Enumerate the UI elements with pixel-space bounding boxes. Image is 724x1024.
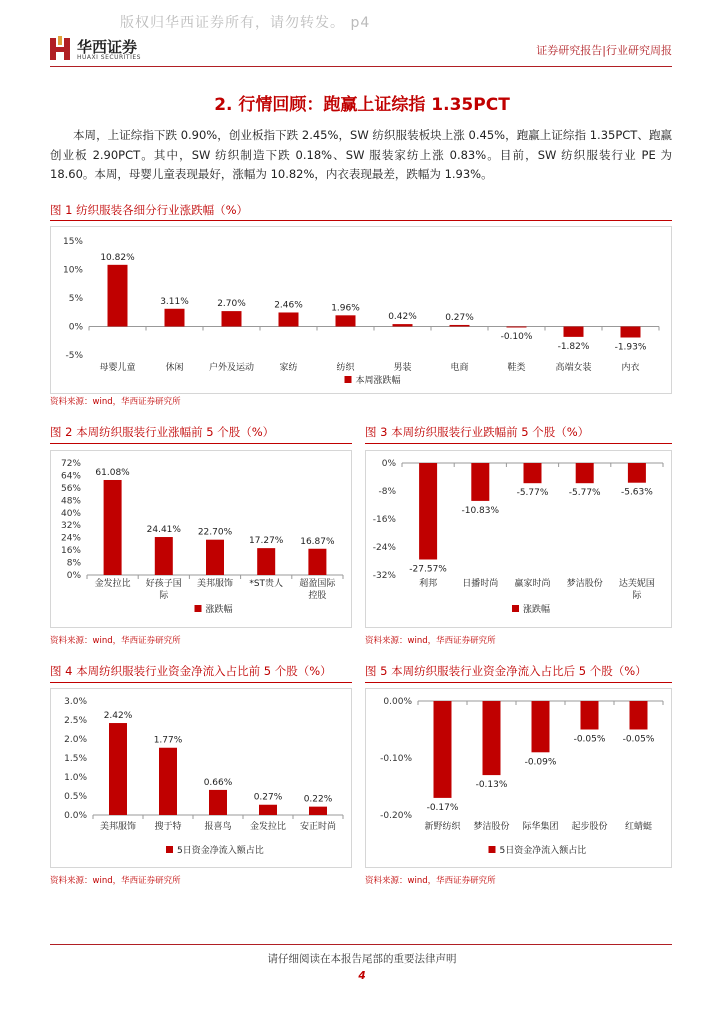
fig2-ytick-label: 40% xyxy=(60,508,81,519)
fig3-frame xyxy=(365,450,672,628)
fig2-category-label: 控股 xyxy=(308,591,327,601)
fig4-ytick-label: 1.5% xyxy=(64,754,87,764)
fig2-ytick-label: 56% xyxy=(60,483,81,494)
fig2-data-label: 16.87% xyxy=(300,536,335,547)
fig1-data-label: 0.42% xyxy=(388,312,417,323)
fig1-ytick-label: -5% xyxy=(65,351,83,361)
fig5-frame xyxy=(365,688,672,868)
fig3-bar xyxy=(419,463,437,559)
fig3-category-label: 赢家时尚 xyxy=(514,579,551,589)
fig1-legend-swatch xyxy=(345,376,352,383)
fig4-bar-chart xyxy=(51,689,351,867)
fig1-data-label: -1.93% xyxy=(614,342,647,353)
fig2-data-label: 61.08% xyxy=(95,467,130,478)
fig4-data-label: 0.66% xyxy=(203,777,233,788)
fig2-category-label: 超盈国际 xyxy=(299,579,336,589)
fig1-bar xyxy=(450,325,470,327)
fig3-data-label: -5.77% xyxy=(568,488,601,499)
fig3-bar xyxy=(576,463,594,483)
fig4-category-label: 报喜鸟 xyxy=(204,822,232,832)
fig1-category-label: 休闲 xyxy=(165,363,184,373)
fig5-ytick-label: 0.00% xyxy=(383,697,412,707)
fig1-data-label: -0.10% xyxy=(500,332,533,343)
fig1-data-label: 2.46% xyxy=(274,300,303,311)
fig2-data-label: 24.41% xyxy=(146,525,181,536)
fig5-bar-chart xyxy=(366,689,671,867)
fig2-data-label: 22.70% xyxy=(197,527,233,538)
fig1-bar xyxy=(336,315,356,326)
fig3-data-label: -5.63% xyxy=(620,487,653,498)
fig4-source: 资料来源：wind，华西证券研究所 xyxy=(50,876,181,886)
fig2-ytick-label: 48% xyxy=(60,496,81,507)
fig1-title: 图 1 纺织服装各细分行业涨跌幅（%） xyxy=(50,203,249,217)
fig2-bar xyxy=(308,549,326,575)
summary-paragraph: 本周，上证综指下跌 0.90%，创业板指下跌 2.45%，SW 纺织服装板块上涨 0.45%，跑赢上证综指 1.35PCT、跑赢创业板 2.90PCT。其中，SW 纺织制造下跌 0.18%、SW 服装家纺上涨 0.83%。目前，SW 纺织服装行业 PE 为 18.60。本周，母婴儿童表现最好，涨幅为 10.82%，内衣表现最差，跌幅为 1.93%。 xyxy=(50,128,672,181)
fig4-data-label: 1.77% xyxy=(153,735,183,746)
fig2-ytick-label: 32% xyxy=(60,521,81,532)
fig3-source: 资料来源：wind，华西证券研究所 xyxy=(365,636,496,646)
fig5-category-label: 新野纺织 xyxy=(424,822,461,832)
logo-chinese-name: 华西证券 xyxy=(77,38,138,56)
fig2-data-label: 17.27% xyxy=(249,536,284,547)
fig5-source: 资料来源：wind，华西证券研究所 xyxy=(365,876,496,886)
fig4-frame xyxy=(50,688,352,868)
fig2-bar-chart xyxy=(51,451,351,627)
fig4-data-label: 0.22% xyxy=(303,794,333,805)
fig5-title-rule xyxy=(365,682,672,683)
fig1-data-label: -1.82% xyxy=(557,341,590,352)
fig2-bar xyxy=(155,537,173,575)
footer-disclaimer: 请仔细阅读在本报告尾部的重要法律声明 xyxy=(267,953,457,965)
fig5-data-label: -0.05% xyxy=(622,734,655,745)
fig4-bar xyxy=(259,805,277,815)
fig1-category-label: 高端女装 xyxy=(555,363,592,373)
fig2-legend-swatch xyxy=(195,605,202,612)
fig1-ytick-label: 10% xyxy=(62,265,83,276)
fig5-category-label: 红蜻蜓 xyxy=(624,822,653,832)
fig3-title-rule xyxy=(365,443,672,444)
fig3-bar xyxy=(471,463,489,501)
fig5-bar xyxy=(483,701,501,775)
fig4-ytick-label: 2.0% xyxy=(64,735,87,745)
fig1-ytick-label: 0% xyxy=(68,322,83,333)
fig2-category-label: 际 xyxy=(159,591,169,601)
fig4-bar xyxy=(109,723,127,815)
fig1-data-label: 10.82% xyxy=(100,252,135,263)
fig3-data-label: -5.77% xyxy=(516,488,549,499)
fig5-data-label: -0.05% xyxy=(573,734,606,745)
logo-english-name: HUAXI SECURITIES xyxy=(77,54,141,61)
fig1-ytick-label: 15% xyxy=(62,237,83,247)
fig1-data-label: 3.11% xyxy=(160,296,189,307)
fig3-ytick-label: 0% xyxy=(381,459,396,469)
fig1-bar xyxy=(393,324,413,326)
fig1-ytick-label: 5% xyxy=(68,294,83,304)
fig4-title-rule xyxy=(50,682,352,683)
fig4-ytick-label: 3.0% xyxy=(64,697,87,707)
fig1-bar xyxy=(222,311,242,326)
fig2-category-label: *ST贵人 xyxy=(249,579,284,589)
fig5-bar xyxy=(581,701,599,730)
fig2-category-label: 美邦服饰 xyxy=(196,579,234,589)
fig3-legend-swatch xyxy=(512,605,519,612)
page-number: 4 xyxy=(358,970,366,982)
fig1-title-rule xyxy=(50,220,672,221)
fig4-bar xyxy=(209,790,227,815)
fig5-ytick-label: -0.10% xyxy=(380,754,412,764)
huaxi-logo-icon xyxy=(50,36,70,62)
fig4-category-label: 美邦服饰 xyxy=(99,822,137,832)
fig4-bar xyxy=(309,807,327,815)
fig4-category-label: 安正时尚 xyxy=(299,822,337,832)
fig2-ytick-label: 0% xyxy=(66,571,81,581)
fig2-ytick-label: 8% xyxy=(66,558,81,569)
fig1-category-label: 鞋类 xyxy=(507,363,526,373)
fig2-category-label: 金发拉比 xyxy=(94,579,131,589)
fig5-legend-swatch xyxy=(489,846,496,853)
fig3-ytick-label: -32% xyxy=(372,571,396,581)
fig1-source: 资料来源：wind，华西证券研究所 xyxy=(50,397,181,407)
fig2-legend-label: 涨跌幅 xyxy=(205,605,233,615)
fig1-category-label: 内衣 xyxy=(621,363,640,373)
fig5-bar xyxy=(532,701,550,752)
fig3-data-label: -10.83% xyxy=(461,505,500,516)
fig3-ytick-label: -16% xyxy=(372,515,396,525)
fig2-bar xyxy=(206,540,224,575)
fig1-legend-label: 本周涨跌幅 xyxy=(355,376,401,386)
fig1-bar xyxy=(564,327,584,337)
fig1-category-label: 男装 xyxy=(393,363,412,373)
fig5-title: 图 5 本周纺织服装行业资金净流入占比后 5 个股（%） xyxy=(365,664,647,678)
fig5-category-label: 起步股份 xyxy=(571,822,608,832)
fig3-category-label: 利邦 xyxy=(419,579,438,589)
fig1-data-label: 2.70% xyxy=(217,299,246,310)
watermark-text: 版权归华西证券所有，请勿转发。 p4 xyxy=(120,15,371,31)
fig5-bar xyxy=(630,701,648,730)
fig1-frame xyxy=(50,226,672,394)
fig2-ytick-label: 64% xyxy=(60,471,81,482)
fig1-bar xyxy=(507,327,527,328)
fig4-category-label: 搜于特 xyxy=(154,822,182,832)
fig3-bar xyxy=(524,463,542,483)
fig3-category-label: 际 xyxy=(632,591,642,601)
fig3-data-label: -27.57% xyxy=(409,564,447,575)
fig4-data-label: 2.42% xyxy=(103,711,133,722)
fig2-frame xyxy=(50,450,352,628)
fig4-legend-swatch xyxy=(166,846,173,853)
fig1-data-label: 0.27% xyxy=(445,312,474,323)
footer-divider xyxy=(50,944,672,945)
fig5-category-label: 际华集团 xyxy=(522,822,559,832)
fig4-title: 图 4 本周纺织服装行业资金净流入占比前 5 个股（%） xyxy=(50,664,332,678)
fig5-bar xyxy=(434,701,452,798)
fig1-category-label: 电商 xyxy=(450,363,469,373)
fig5-data-label: -0.17% xyxy=(426,802,459,813)
fig5-data-label: -0.09% xyxy=(524,757,557,768)
fig4-legend-label: 5日资金净流入额占比 xyxy=(177,846,264,856)
fig5-data-label: -0.13% xyxy=(475,780,508,791)
fig1-bar-chart xyxy=(51,227,671,393)
fig4-ytick-label: 2.5% xyxy=(64,716,87,726)
fig2-title-rule xyxy=(50,443,352,444)
fig5-legend-label: 5日资金净流入额占比 xyxy=(499,846,587,856)
company-logo xyxy=(50,36,160,64)
fig4-ytick-label: 0.0% xyxy=(64,811,87,821)
fig5-category-label: 梦洁股份 xyxy=(473,822,510,832)
fig1-category-label: 户外及运动 xyxy=(208,363,255,373)
fig2-ytick-label: 16% xyxy=(60,546,81,557)
fig4-ytick-label: 0.5% xyxy=(64,792,87,802)
fig3-ytick-label: -24% xyxy=(372,543,396,553)
fig1-data-label: 1.96% xyxy=(331,303,360,314)
header-divider xyxy=(50,66,672,67)
fig2-ytick-label: 72% xyxy=(60,459,81,469)
fig1-category-label: 母婴儿童 xyxy=(99,363,136,373)
fig1-category-label: 家纺 xyxy=(279,363,298,373)
fig3-legend-label: 涨跌幅 xyxy=(523,605,551,615)
fig2-title: 图 2 本周纺织服装行业涨幅前 5 个股（%） xyxy=(50,425,275,439)
fig1-bar xyxy=(279,312,299,326)
fig2-bar xyxy=(104,480,122,575)
fig3-bar xyxy=(628,463,646,483)
fig2-category-label: 好孩子国 xyxy=(145,579,182,589)
fig3-bar-chart xyxy=(366,451,671,627)
fig4-bar xyxy=(159,748,177,815)
fig2-source: 资料来源：wind，华西证券研究所 xyxy=(50,636,181,646)
fig1-category-label: 纺织 xyxy=(336,363,355,373)
fig3-category-label: 日播时尚 xyxy=(462,579,499,589)
report-type-label: 证券研究报告|行业研究周报 xyxy=(536,44,672,57)
fig1-bar xyxy=(621,327,641,338)
fig5-ytick-label: -0.20% xyxy=(380,811,412,821)
fig4-ytick-label: 1.0% xyxy=(64,773,87,783)
section-title: 2. 行情回顾：跑赢上证综指 1.35PCT xyxy=(214,95,510,115)
fig4-data-label: 0.27% xyxy=(253,792,283,803)
fig3-category-label: 达芙妮国 xyxy=(618,579,655,589)
fig3-ytick-label: -8% xyxy=(378,487,396,497)
fig1-bar xyxy=(165,309,185,327)
fig3-title: 图 3 本周纺织服装行业跌幅前 5 个股（%） xyxy=(365,425,590,439)
fig2-ytick-label: 24% xyxy=(60,533,81,544)
fig3-category-label: 梦洁股份 xyxy=(566,579,603,589)
fig4-category-label: 金发拉比 xyxy=(249,822,287,832)
fig2-bar xyxy=(257,548,275,575)
fig1-bar xyxy=(108,265,128,327)
